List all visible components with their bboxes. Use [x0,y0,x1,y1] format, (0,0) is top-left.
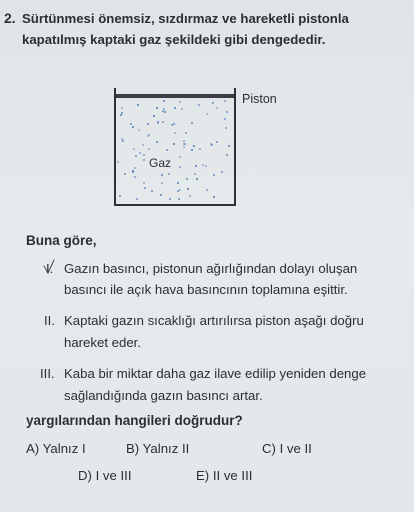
gas-particle [216,141,218,143]
gas-particle [161,174,163,176]
gas-particle [213,196,215,198]
gas-particle [226,154,228,156]
gas-particle [178,198,180,200]
gas-particle [194,173,196,175]
gas-particle [174,107,176,109]
gas-particle [173,143,175,145]
gas-particle [205,165,207,167]
gas-particle [161,182,163,184]
container-bottom-wall [114,204,236,206]
gas-particle [183,146,185,148]
gas-particle [213,174,215,176]
gas-particle [134,167,136,169]
gas-particle [122,140,124,142]
gas-particle [181,108,183,110]
gas-particle [191,149,193,151]
gas-particle [169,198,171,200]
gas-particle [119,195,121,197]
gas-particle [163,100,165,102]
gas-particle [179,156,181,158]
gas-particle [162,121,164,123]
gas-particle [206,113,208,115]
gas-particle [136,198,138,200]
gas-particle [179,166,181,168]
container-right-wall [234,88,236,206]
statement-2-number: II. [44,313,55,328]
gas-region [117,99,233,203]
statement-2-line-2: hareket eder. [64,335,141,350]
gas-particle [138,129,140,131]
container-left-wall [114,88,116,206]
gas-particle [156,107,158,109]
gas-particle [195,165,197,167]
piston-label: Piston [242,92,277,106]
gas-particle [124,173,126,175]
statement-3-line-2: sağlandığında gazın basıncı artar. [64,388,263,403]
gas-particle [186,178,188,180]
gas-particle [121,138,123,140]
gas-particle [224,100,226,102]
gas-particle [163,108,165,110]
gas-particle [157,122,159,124]
gas-particle [148,134,150,136]
gas-particle [133,148,135,150]
intro-text: Buna göre, [26,233,97,248]
gas-particle [164,111,166,113]
gas-particle [183,140,185,142]
question-stem-line-2: kapatılmış kaptaki gaz şekildeki gibi dengededir. [22,32,326,47]
gas-particle [121,112,123,114]
statement-1-line-1: Gazın basıncı, pistonun ağırlığından dolayı oluşan [64,261,358,276]
gas-particle [135,155,137,157]
gas-particle [177,182,179,184]
gas-particle [143,154,145,156]
gas-particle [185,132,187,134]
statement-2-line-1: Kaptaki gazın sıcaklığı artırılırsa piston aşağı doğru [64,313,364,328]
gas-particle [156,141,158,143]
gas-particle [216,107,218,109]
gas-particle [143,159,145,161]
gas-particle [137,104,139,106]
gas-particle [225,127,227,129]
gas-particle [221,171,223,173]
statement-1-number: I. [46,261,54,276]
gas-particle [212,102,214,104]
gas-particle [228,145,230,147]
gas-particle [224,118,226,120]
gas-particle [160,194,162,196]
gas-particle [117,161,119,163]
gas-particle [130,123,132,125]
gas-particle [151,190,153,192]
gas-particle [196,178,198,180]
gas-particle [198,104,200,106]
gas-particle [143,182,145,184]
question-stem-line-1: Sürtünmesi önemsiz, sızdırmaz ve hareketli pistonla [22,11,349,26]
gas-particle [132,126,134,128]
option-e[interactable]: E) II ve III [196,468,253,483]
statement-3-number: III. [40,366,55,381]
gas-particle [189,195,191,197]
gas-particle [226,111,228,113]
gas-particle [142,144,144,146]
gas-particle [132,170,134,172]
gas-particle [171,124,173,126]
piston-container-figure [114,88,236,206]
gas-particle [147,123,149,125]
gas-particle [184,143,186,145]
gas-particle [179,189,181,191]
gas-particle [120,114,122,116]
gas-particle [199,148,201,150]
gas-particle [206,189,208,191]
gas-particle [202,164,204,166]
question-prompt: yargılarından hangileri doğrudur? [26,413,243,428]
gas-label: Gaz [149,156,172,170]
gas-particle [166,149,168,151]
gas-particle [174,132,176,134]
gas-particle [191,122,193,124]
statement-1-line-2: basıncı ile açık hava basıncının toplamına eşittir. [64,282,348,297]
gas-particle [210,143,212,145]
gas-particle [153,115,155,117]
gas-particle [187,188,189,190]
gas-particle [134,176,136,178]
piston [116,94,235,98]
option-b[interactable]: B) Yalnız II [126,441,190,456]
gas-particle [139,152,141,154]
gas-particle [193,145,195,147]
question-number: 2. [4,10,16,26]
option-c[interactable]: C) I ve II [262,441,312,456]
option-d[interactable]: D) I ve III [78,468,132,483]
gas-particle [168,173,170,175]
gas-particle [179,101,181,103]
option-a[interactable]: A) Yalnız I [26,441,86,456]
gas-particle [173,123,175,125]
statement-3-line-1: Kaba bir miktar daha gaz ilave edilip yeniden denge [64,366,367,381]
gas-particle [144,187,146,189]
gas-particle [121,107,123,109]
gas-particle [148,148,150,150]
